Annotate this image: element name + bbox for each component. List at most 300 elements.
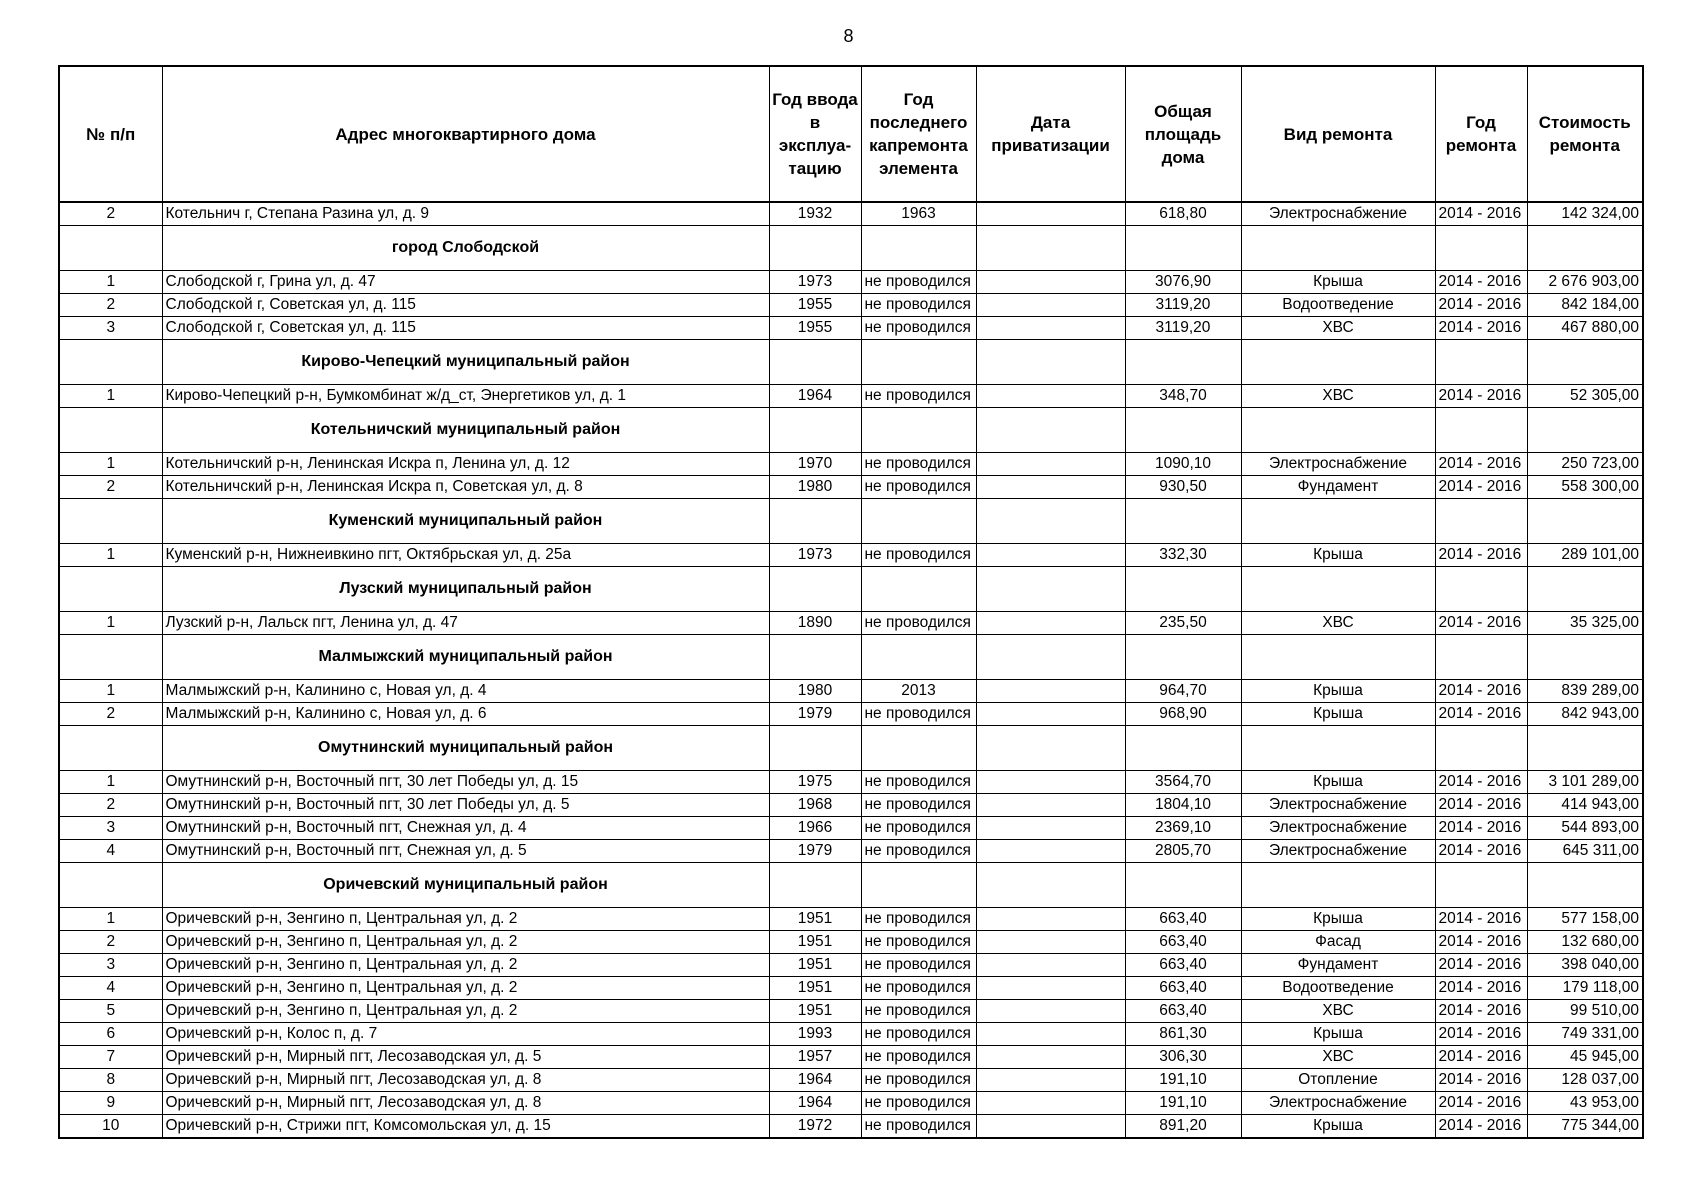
cell-privatization	[976, 612, 1125, 635]
cell-last-repair: не проводился	[861, 977, 976, 1000]
header-num: № п/п	[59, 66, 162, 202]
section-empty-cell	[769, 863, 861, 908]
cell-address: Оричевский р-н, Мирный пгт, Лесозаводская ул, д. 5	[162, 1046, 769, 1069]
section-empty-cell	[1435, 863, 1527, 908]
section-row	[59, 863, 1643, 908]
cell-num: 4	[59, 977, 162, 1000]
cell-area: 3119,20	[1125, 317, 1241, 340]
cell-privatization	[976, 794, 1125, 817]
cell-repair-year: 2014 - 2016	[1435, 703, 1527, 726]
cell-num: 1	[59, 680, 162, 703]
section-empty-cell	[1125, 567, 1241, 612]
cell-address: Малмыжский р-н, Калинино с, Новая ул, д. 6	[162, 703, 769, 726]
cell-area: 891,20	[1125, 1115, 1241, 1139]
cell-privatization	[976, 954, 1125, 977]
cell-address: Слободской г, Советская ул, д. 115	[162, 294, 769, 317]
cell-repair-type: Фундамент	[1241, 954, 1435, 977]
cell-repair-year: 2014 - 2016	[1435, 680, 1527, 703]
header-last-repair: Год последнего капремонта элемента	[861, 66, 976, 202]
cell-year-built: 1955	[769, 294, 861, 317]
cell-cost: 2 676 903,00	[1527, 271, 1643, 294]
section-empty-cell	[1241, 567, 1435, 612]
cell-last-repair: не проводился	[861, 1023, 976, 1046]
header-area: Общая площадь дома	[1125, 66, 1241, 202]
header-repair-year: Год ремонта	[1435, 66, 1527, 202]
cell-repair-type: ХВС	[1241, 1000, 1435, 1023]
cell-privatization	[976, 840, 1125, 863]
cell-repair-type: Электроснабжение	[1241, 1092, 1435, 1115]
table-row	[59, 703, 1643, 726]
section-empty-cell	[1241, 408, 1435, 453]
cell-repair-type: ХВС	[1241, 612, 1435, 635]
section-empty-cell	[976, 863, 1125, 908]
cell-address: Оричевский р-н, Колос п, д. 7	[162, 1023, 769, 1046]
section-num-cell	[59, 226, 162, 271]
cell-repair-type: Крыша	[1241, 680, 1435, 703]
cell-cost: 414 943,00	[1527, 794, 1643, 817]
section-empty-cell	[1241, 499, 1435, 544]
cell-num: 2	[59, 294, 162, 317]
section-empty-cell	[1527, 635, 1643, 680]
cell-address: Куменский р-н, Нижнеивкино пгт, Октябрьская ул, д. 25а	[162, 544, 769, 567]
header-year-built: Год ввода в эксплуа- тацию	[769, 66, 861, 202]
cell-repair-type: Отопление	[1241, 1069, 1435, 1092]
cell-last-repair: не проводился	[861, 612, 976, 635]
cell-privatization	[976, 703, 1125, 726]
cell-repair-type: Электроснабжение	[1241, 202, 1435, 226]
section-empty-cell	[1241, 635, 1435, 680]
section-empty-cell	[1527, 567, 1643, 612]
cell-privatization	[976, 1115, 1125, 1139]
cell-repair-type: Электроснабжение	[1241, 794, 1435, 817]
table-row	[59, 612, 1643, 635]
repair-registry-table	[58, 65, 1644, 1139]
cell-privatization	[976, 680, 1125, 703]
cell-area: 191,10	[1125, 1092, 1241, 1115]
page-number: 8	[843, 26, 854, 46]
table-header	[59, 66, 1643, 202]
cell-privatization	[976, 931, 1125, 954]
cell-cost: 839 289,00	[1527, 680, 1643, 703]
cell-area: 618,80	[1125, 202, 1241, 226]
section-empty-cell	[769, 499, 861, 544]
table-body	[59, 202, 1643, 1138]
cell-area: 861,30	[1125, 1023, 1241, 1046]
cell-repair-year: 2014 - 2016	[1435, 954, 1527, 977]
cell-cost: 132 680,00	[1527, 931, 1643, 954]
cell-area: 663,40	[1125, 931, 1241, 954]
cell-num: 3	[59, 317, 162, 340]
section-empty-cell	[769, 408, 861, 453]
section-empty-cell	[1241, 340, 1435, 385]
cell-repair-year: 2014 - 2016	[1435, 294, 1527, 317]
cell-repair-type: Крыша	[1241, 544, 1435, 567]
section-empty-cell	[1435, 340, 1527, 385]
cell-address: Слободской г, Грина ул, д. 47	[162, 271, 769, 294]
cell-address: Оричевский р-н, Зенгино п, Центральная ул, д. 2	[162, 954, 769, 977]
cell-address: Оричевский р-н, Зенгино п, Центральная ул, д. 2	[162, 1000, 769, 1023]
cell-cost: 842 943,00	[1527, 703, 1643, 726]
table-row	[59, 680, 1643, 703]
cell-repair-type: ХВС	[1241, 385, 1435, 408]
cell-repair-year: 2014 - 2016	[1435, 453, 1527, 476]
header-repair-type: Вид ремонта	[1241, 66, 1435, 202]
cell-last-repair: не проводился	[861, 931, 976, 954]
section-num-cell	[59, 635, 162, 680]
table-row	[59, 453, 1643, 476]
cell-cost: 250 723,00	[1527, 453, 1643, 476]
cell-repair-type: Фундамент	[1241, 476, 1435, 499]
section-empty-cell	[1125, 340, 1241, 385]
cell-area: 2369,10	[1125, 817, 1241, 840]
cell-repair-year: 2014 - 2016	[1435, 1092, 1527, 1115]
section-empty-cell	[1527, 863, 1643, 908]
cell-area: 332,30	[1125, 544, 1241, 567]
cell-last-repair: не проводился	[861, 817, 976, 840]
cell-area: 235,50	[1125, 612, 1241, 635]
section-empty-cell	[1125, 408, 1241, 453]
section-empty-cell	[976, 226, 1125, 271]
cell-year-built: 1980	[769, 680, 861, 703]
section-empty-cell	[1241, 226, 1435, 271]
cell-cost: 289 101,00	[1527, 544, 1643, 567]
section-empty-cell	[769, 567, 861, 612]
section-title: Лузский муниципальный район	[162, 567, 769, 612]
cell-privatization	[976, 977, 1125, 1000]
cell-area: 1090,10	[1125, 453, 1241, 476]
cell-year-built: 1964	[769, 1092, 861, 1115]
cell-area: 930,50	[1125, 476, 1241, 499]
cell-num: 4	[59, 840, 162, 863]
cell-privatization	[976, 202, 1125, 226]
cell-address: Котельничский р-н, Ленинская Искра п, Советская ул, д. 8	[162, 476, 769, 499]
cell-address: Котельнич г, Степана Разина ул, д. 9	[162, 202, 769, 226]
cell-last-repair: не проводился	[861, 1115, 976, 1139]
header-address: Адрес многоквартирного дома	[162, 66, 769, 202]
section-empty-cell	[1125, 726, 1241, 771]
table-row	[59, 1023, 1643, 1046]
cell-cost: 52 305,00	[1527, 385, 1643, 408]
section-empty-cell	[861, 567, 976, 612]
section-empty-cell	[1125, 226, 1241, 271]
cell-privatization	[976, 817, 1125, 840]
cell-year-built: 1951	[769, 1000, 861, 1023]
cell-last-repair: не проводился	[861, 771, 976, 794]
cell-year-built: 1932	[769, 202, 861, 226]
section-empty-cell	[769, 726, 861, 771]
cell-repair-year: 2014 - 2016	[1435, 612, 1527, 635]
cell-repair-year: 2014 - 2016	[1435, 817, 1527, 840]
section-empty-cell	[1125, 499, 1241, 544]
table-row	[59, 1069, 1643, 1092]
cell-cost: 749 331,00	[1527, 1023, 1643, 1046]
cell-num: 1	[59, 385, 162, 408]
section-empty-cell	[976, 340, 1125, 385]
cell-address: Кирово-Чепецкий р-н, Бумкомбинат ж/д_ст, Энергетиков ул, д. 1	[162, 385, 769, 408]
table-row	[59, 1115, 1643, 1139]
cell-cost: 558 300,00	[1527, 476, 1643, 499]
section-title: Малмыжский муниципальный район	[162, 635, 769, 680]
cell-repair-type: Электроснабжение	[1241, 453, 1435, 476]
section-num-cell	[59, 499, 162, 544]
cell-last-repair: не проводился	[861, 317, 976, 340]
cell-privatization	[976, 1092, 1125, 1115]
cell-privatization	[976, 453, 1125, 476]
cell-repair-type: Крыша	[1241, 1023, 1435, 1046]
section-empty-cell	[861, 635, 976, 680]
cell-cost: 45 945,00	[1527, 1046, 1643, 1069]
cell-last-repair: не проводился	[861, 1069, 976, 1092]
cell-cost: 577 158,00	[1527, 908, 1643, 931]
cell-num: 2	[59, 703, 162, 726]
cell-repair-year: 2014 - 2016	[1435, 476, 1527, 499]
cell-cost: 398 040,00	[1527, 954, 1643, 977]
section-empty-cell	[769, 226, 861, 271]
cell-address: Оричевский р-н, Зенгино п, Центральная ул, д. 2	[162, 931, 769, 954]
table-row	[59, 271, 1643, 294]
section-empty-cell	[976, 635, 1125, 680]
cell-year-built: 1972	[769, 1115, 861, 1139]
cell-address: Малмыжский р-н, Калинино с, Новая ул, д. 4	[162, 680, 769, 703]
section-empty-cell	[1527, 499, 1643, 544]
cell-cost: 3 101 289,00	[1527, 771, 1643, 794]
table-row	[59, 317, 1643, 340]
cell-year-built: 1951	[769, 908, 861, 931]
cell-cost: 128 037,00	[1527, 1069, 1643, 1092]
cell-repair-type: Крыша	[1241, 1115, 1435, 1139]
cell-num: 6	[59, 1023, 162, 1046]
cell-area: 964,70	[1125, 680, 1241, 703]
cell-repair-year: 2014 - 2016	[1435, 544, 1527, 567]
cell-year-built: 1890	[769, 612, 861, 635]
cell-privatization	[976, 1046, 1125, 1069]
cell-repair-year: 2014 - 2016	[1435, 1115, 1527, 1139]
cell-repair-type: Крыша	[1241, 771, 1435, 794]
section-empty-cell	[1435, 567, 1527, 612]
cell-last-repair: не проводился	[861, 453, 976, 476]
cell-last-repair: 1963	[861, 202, 976, 226]
header-cost: Стоимость ремонта	[1527, 66, 1643, 202]
section-empty-cell	[861, 408, 976, 453]
section-row	[59, 408, 1643, 453]
cell-num: 3	[59, 817, 162, 840]
section-empty-cell	[861, 726, 976, 771]
section-empty-cell	[1527, 726, 1643, 771]
cell-last-repair: не проводился	[861, 294, 976, 317]
cell-last-repair: не проводился	[861, 271, 976, 294]
cell-area: 663,40	[1125, 1000, 1241, 1023]
cell-area: 306,30	[1125, 1046, 1241, 1069]
section-num-cell	[59, 863, 162, 908]
section-empty-cell	[976, 726, 1125, 771]
section-row	[59, 226, 1643, 271]
cell-address: Котельничский р-н, Ленинская Искра п, Ленина ул, д. 12	[162, 453, 769, 476]
cell-last-repair: не проводился	[861, 1092, 976, 1115]
cell-year-built: 1966	[769, 817, 861, 840]
cell-privatization	[976, 317, 1125, 340]
cell-num: 7	[59, 1046, 162, 1069]
cell-num: 2	[59, 476, 162, 499]
cell-repair-year: 2014 - 2016	[1435, 840, 1527, 863]
cell-address: Омутнинский р-н, Восточный пгт, Снежная ул, д. 4	[162, 817, 769, 840]
cell-area: 663,40	[1125, 908, 1241, 931]
table-row	[59, 1092, 1643, 1115]
cell-privatization	[976, 908, 1125, 931]
cell-privatization	[976, 385, 1125, 408]
section-empty-cell	[1241, 726, 1435, 771]
header-row	[59, 66, 1643, 202]
cell-last-repair: не проводился	[861, 544, 976, 567]
table-row	[59, 294, 1643, 317]
cell-area: 3119,20	[1125, 294, 1241, 317]
cell-num: 1	[59, 271, 162, 294]
section-num-cell	[59, 408, 162, 453]
section-empty-cell	[1125, 863, 1241, 908]
cell-repair-type: Крыша	[1241, 908, 1435, 931]
cell-last-repair: не проводился	[861, 908, 976, 931]
cell-year-built: 1951	[769, 977, 861, 1000]
cell-year-built: 1973	[769, 544, 861, 567]
section-empty-cell	[769, 635, 861, 680]
cell-area: 3076,90	[1125, 271, 1241, 294]
table-row	[59, 977, 1643, 1000]
cell-repair-year: 2014 - 2016	[1435, 931, 1527, 954]
cell-repair-year: 2014 - 2016	[1435, 385, 1527, 408]
cell-privatization	[976, 1000, 1125, 1023]
section-empty-cell	[976, 408, 1125, 453]
cell-last-repair: не проводился	[861, 1046, 976, 1069]
cell-cost: 35 325,00	[1527, 612, 1643, 635]
cell-repair-year: 2014 - 2016	[1435, 317, 1527, 340]
section-title: Кирово-Чепецкий муниципальный район	[162, 340, 769, 385]
cell-year-built: 1970	[769, 453, 861, 476]
section-row	[59, 340, 1643, 385]
table-row	[59, 771, 1643, 794]
cell-repair-type: Крыша	[1241, 703, 1435, 726]
cell-num: 2	[59, 931, 162, 954]
section-empty-cell	[1435, 499, 1527, 544]
cell-repair-year: 2014 - 2016	[1435, 1000, 1527, 1023]
section-empty-cell	[861, 226, 976, 271]
cell-area: 1804,10	[1125, 794, 1241, 817]
cell-address: Лузский р-н, Лальск пгт, Ленина ул, д. 47	[162, 612, 769, 635]
cell-repair-type: Электроснабжение	[1241, 840, 1435, 863]
cell-privatization	[976, 544, 1125, 567]
cell-repair-year: 2014 - 2016	[1435, 977, 1527, 1000]
section-num-cell	[59, 567, 162, 612]
cell-year-built: 1951	[769, 954, 861, 977]
cell-address: Омутнинский р-н, Восточный пгт, 30 лет Победы ул, д. 15	[162, 771, 769, 794]
cell-last-repair: не проводился	[861, 385, 976, 408]
section-row	[59, 726, 1643, 771]
cell-cost: 645 311,00	[1527, 840, 1643, 863]
section-title: Котельничский муниципальный район	[162, 408, 769, 453]
cell-repair-year: 2014 - 2016	[1435, 1046, 1527, 1069]
cell-year-built: 1973	[769, 271, 861, 294]
cell-address: Оричевский р-н, Зенгино п, Центральная ул, д. 2	[162, 977, 769, 1000]
cell-cost: 179 118,00	[1527, 977, 1643, 1000]
cell-last-repair: не проводился	[861, 476, 976, 499]
cell-last-repair: не проводился	[861, 954, 976, 977]
cell-privatization	[976, 476, 1125, 499]
section-title: Омутнинский муниципальный район	[162, 726, 769, 771]
section-empty-cell	[769, 340, 861, 385]
section-empty-cell	[1435, 226, 1527, 271]
cell-area: 3564,70	[1125, 771, 1241, 794]
section-empty-cell	[976, 499, 1125, 544]
section-num-cell	[59, 340, 162, 385]
cell-area: 2805,70	[1125, 840, 1241, 863]
cell-repair-type: Водоотведение	[1241, 977, 1435, 1000]
table-row	[59, 794, 1643, 817]
section-empty-cell	[1527, 340, 1643, 385]
section-num-cell	[59, 726, 162, 771]
section-empty-cell	[1125, 635, 1241, 680]
cell-repair-year: 2014 - 2016	[1435, 1023, 1527, 1046]
cell-area: 663,40	[1125, 977, 1241, 1000]
cell-num: 1	[59, 544, 162, 567]
cell-privatization	[976, 271, 1125, 294]
cell-address: Слободской г, Советская ул, д. 115	[162, 317, 769, 340]
table-row	[59, 202, 1643, 226]
cell-num: 8	[59, 1069, 162, 1092]
section-row	[59, 635, 1643, 680]
cell-num: 1	[59, 612, 162, 635]
section-title: город Слободской	[162, 226, 769, 271]
cell-area: 348,70	[1125, 385, 1241, 408]
cell-cost: 43 953,00	[1527, 1092, 1643, 1115]
cell-repair-year: 2014 - 2016	[1435, 794, 1527, 817]
cell-repair-type: Крыша	[1241, 271, 1435, 294]
section-empty-cell	[1527, 226, 1643, 271]
section-title: Куменский муниципальный район	[162, 499, 769, 544]
cell-privatization	[976, 771, 1125, 794]
section-empty-cell	[1241, 863, 1435, 908]
cell-privatization	[976, 1023, 1125, 1046]
cell-repair-year: 2014 - 2016	[1435, 1069, 1527, 1092]
section-empty-cell	[861, 863, 976, 908]
cell-num: 1	[59, 771, 162, 794]
cell-year-built: 1964	[769, 385, 861, 408]
cell-repair-type: Электроснабжение	[1241, 817, 1435, 840]
cell-cost: 842 184,00	[1527, 294, 1643, 317]
cell-num: 5	[59, 1000, 162, 1023]
cell-last-repair: не проводился	[861, 1000, 976, 1023]
cell-cost: 467 880,00	[1527, 317, 1643, 340]
section-empty-cell	[1435, 726, 1527, 771]
cell-repair-year: 2014 - 2016	[1435, 202, 1527, 226]
cell-num: 2	[59, 794, 162, 817]
cell-repair-type: Водоотведение	[1241, 294, 1435, 317]
section-empty-cell	[976, 567, 1125, 612]
cell-year-built: 1964	[769, 1069, 861, 1092]
table-row	[59, 476, 1643, 499]
cell-area: 968,90	[1125, 703, 1241, 726]
cell-cost: 544 893,00	[1527, 817, 1643, 840]
section-empty-cell	[861, 499, 976, 544]
cell-year-built: 1951	[769, 931, 861, 954]
cell-repair-type: ХВС	[1241, 317, 1435, 340]
cell-last-repair: не проводился	[861, 794, 976, 817]
cell-num: 9	[59, 1092, 162, 1115]
cell-year-built: 1968	[769, 794, 861, 817]
cell-privatization	[976, 1069, 1125, 1092]
section-empty-cell	[1435, 408, 1527, 453]
cell-repair-type: ХВС	[1241, 1046, 1435, 1069]
cell-address: Оричевский р-н, Мирный пгт, Лесозаводская ул, д. 8	[162, 1092, 769, 1115]
cell-privatization	[976, 294, 1125, 317]
cell-last-repair: не проводился	[861, 703, 976, 726]
